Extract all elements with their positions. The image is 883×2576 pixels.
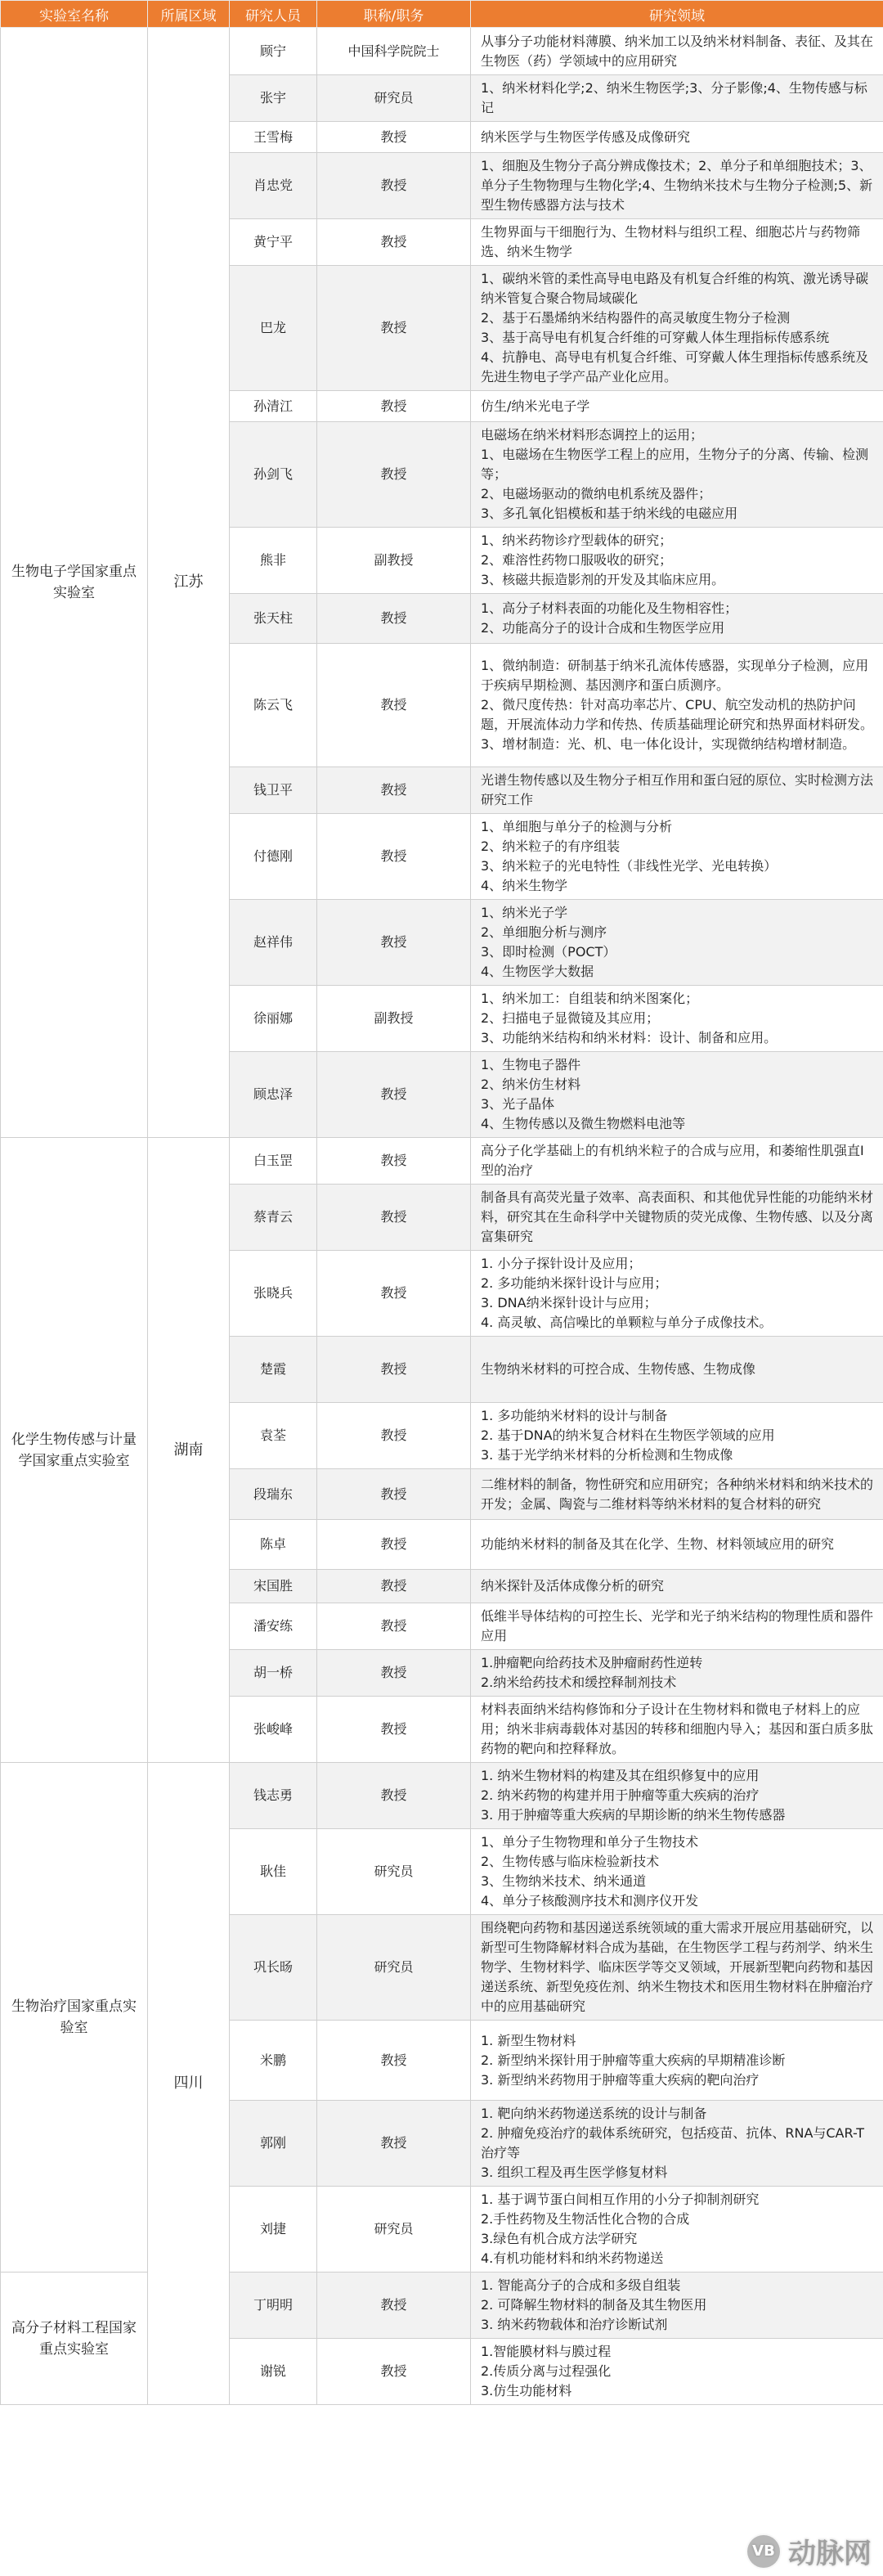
researcher-name: 耿佳 <box>230 1829 317 1915</box>
research-field-line: 2. 可降解生物材料的制备及其生物医用 <box>481 2297 707 2313</box>
research-field-line: 光谱生物传感以及生物分子相互作用和蛋白冠的原位、实时检测方法研究工作 <box>481 772 874 807</box>
researcher-name: 袁荃 <box>230 1403 317 1469</box>
research-field-line: 4. 高灵敏、高信噪比的单颗粒与单分子成像技术。 <box>481 1315 773 1330</box>
research-field-line: 3、多孔氧化铝模板和基于纳米线的电磁应用 <box>481 506 738 521</box>
research-field-line: 功能纳米材料的制备及其在化学、生物、材料领域应用的研究 <box>481 1536 835 1552</box>
research-field-line: 3、增材制造：光、机、电一体化设计，实现微纳结构增材制造。 <box>481 736 856 752</box>
researcher-name: 楚霞 <box>230 1337 317 1403</box>
research-field-cell <box>471 1570 883 1603</box>
research-field-cell <box>471 153 883 219</box>
research-field-cell <box>471 900 883 986</box>
header-title: 职称/职务 <box>317 1 471 28</box>
research-field-line: 低维半导体结构的可控生长、光学和光子纳米结构的物理性质和器件应用 <box>481 1608 874 1643</box>
header-row <box>1 1 883 28</box>
research-field-cell <box>471 1697 883 1763</box>
lab-name-cell: 化学生物传感与计量学国家重点实验室 <box>1 1138 148 1763</box>
research-field-line: 1、纳米材料化学;2、纳米生物医学;3、分子影像;4、生物传感与标记 <box>481 80 867 115</box>
researcher-title: 教授 <box>317 814 471 900</box>
table-row <box>1 1763 883 1829</box>
research-field-line: 3、纳米粒子的光电特性（非线性光学、光电转换） <box>481 858 778 874</box>
research-field-cell <box>471 528 883 594</box>
researcher-name: 付德刚 <box>230 814 317 900</box>
research-field-line: 仿生/纳米光电子学 <box>481 398 590 414</box>
researcher-name: 张宇 <box>230 75 317 122</box>
research-field-line: 1、纳米加工：自组装和纳米图案化； <box>481 991 699 1006</box>
researcher-title: 教授 <box>317 122 471 153</box>
researcher-title: 教授 <box>317 1185 471 1251</box>
lab-name-cell: 生物电子学国家重点实验室 <box>1 28 148 1138</box>
researcher-name: 顾宁 <box>230 28 317 75</box>
research-field-cell <box>471 1251 883 1337</box>
researcher-name: 张峻峰 <box>230 1697 317 1763</box>
researcher-name: 米鹏 <box>230 2021 317 2101</box>
researcher-title: 教授 <box>317 2101 471 2187</box>
research-field-line: 纳米医学与生物医学传感及成像研究 <box>481 128 691 145</box>
table-row <box>1 2273 883 2339</box>
research-field-cell <box>471 814 883 900</box>
researcher-name: 熊非 <box>230 528 317 594</box>
research-field-cell <box>471 1138 883 1185</box>
researcher-name: 张天柱 <box>230 594 317 644</box>
researcher-title: 教授 <box>317 1570 471 1603</box>
researcher-title: 研究员 <box>317 2187 471 2273</box>
researcher-name: 徐丽娜 <box>230 986 317 1052</box>
header-lab: 实验室名称 <box>1 1 148 28</box>
research-field-line: 3、基于高导电有机复合纤维的可穿戴人体生理指标传感系统 <box>481 330 830 345</box>
region-cell: 四川 <box>148 1763 230 2405</box>
watermark <box>746 2531 872 2571</box>
research-field-cell <box>471 2021 883 2101</box>
research-field-line: 4、生物传感以及微生物燃料电池等 <box>481 1116 686 1131</box>
research-field-cell <box>471 28 883 75</box>
research-field-cell <box>471 422 883 528</box>
researcher-title: 教授 <box>317 219 471 266</box>
research-field-line: 电磁场在纳米材料形态调控上的运用； <box>481 427 704 443</box>
research-field-cell <box>471 2187 883 2273</box>
researcher-title: 教授 <box>317 1763 471 1829</box>
research-field-line: 2. 基于DNA的纳米复合材料在生物医学领域的应用 <box>481 1427 775 1443</box>
research-field-line: 1、生物电子器件 <box>481 1057 581 1072</box>
research-field-line: 1、微纳制造：研制基于纳米孔流体传感器，实现单分子检测，应用于疾病早期检测、基因测序和蛋白质测序。 <box>481 658 869 693</box>
researcher-title: 教授 <box>317 153 471 219</box>
researcher-name: 刘捷 <box>230 2187 317 2273</box>
research-field-line: 2、微尺度传热：针对高功率芯片、CPU、航空发动机的热防护问题，开展流体动力学和传热、传质基础理论研究和热界面材料研发。 <box>481 697 874 732</box>
research-field-cell <box>471 1337 883 1403</box>
research-field-line: 1、纳米药物诊疗型载体的研究； <box>481 533 673 548</box>
researcher-title: 教授 <box>317 594 471 644</box>
research-field-line: 2. 新型纳米探针用于肿瘤等重大疾病的早期精准诊断 <box>481 2052 786 2068</box>
research-field-line: 1. 基于调节蛋白间相互作用的小分子抑制剂研究 <box>481 2192 760 2207</box>
research-field-cell <box>471 1185 883 1251</box>
researcher-name: 巩长旸 <box>230 1915 317 2021</box>
table-body <box>1 28 883 2405</box>
research-field-line: 2. 多功能纳米探针设计与应用； <box>481 1275 668 1291</box>
researcher-name: 潘安练 <box>230 1603 317 1650</box>
research-field-line: 从事分子功能材料薄膜、纳米加工以及纳米材料制备、表征、及其在生物医（药）学领域中的应用研究 <box>481 33 874 69</box>
research-field-line: 1、电磁场在生物医学工程上的应用，生物分子的分离、传输、检测等； <box>481 447 869 482</box>
researcher-name: 黄宁平 <box>230 219 317 266</box>
researcher-name: 王雪梅 <box>230 122 317 153</box>
researcher-name: 谢锐 <box>230 2339 317 2405</box>
research-field-line: 4、抗静电、高导电有机复合纤维、可穿戴人体生理指标传感系统及先进生物电子学产品产业化应用。 <box>481 349 869 384</box>
research-field-line: 2. 纳米药物的构建并用于肿瘤等重大疾病的治疗 <box>481 1787 760 1803</box>
research-field-line: 2. 肿瘤免疫治疗的载体系统研究，包括疫苗、抗体、RNA与CAR-T治疗等 <box>481 2125 865 2160</box>
research-field-line: 1.肿瘤靶向给药技术及肿瘤耐药性逆转 <box>481 1655 703 1670</box>
research-field-cell <box>471 1520 883 1570</box>
researcher-title: 研究员 <box>317 1915 471 2021</box>
research-field-cell <box>471 644 883 767</box>
research-field-cell <box>471 767 883 814</box>
research-field-line: 3. 基于光学纳米材料的分析检测和生物成像 <box>481 1447 733 1463</box>
research-field-cell <box>471 986 883 1052</box>
research-field-line: 4、单分子核酸测序技术和测序仪开发 <box>481 1893 699 1908</box>
researcher-name: 白玉罡 <box>230 1138 317 1185</box>
research-field-cell <box>471 1403 883 1469</box>
research-field-line: 1.智能膜材料与膜过程 <box>481 2344 612 2359</box>
research-field-line: 1、细胞及生物分子高分辨成像技术；2、单分子和单细胞技术；3、单分子生物物理与生物化学;4、生物纳米技术与生物分子检测;5、新型生物传感器方法与技术 <box>481 158 873 213</box>
research-field-line: 4.有机功能材料和纳米药物递送 <box>481 2250 664 2266</box>
region-cell: 江苏 <box>148 28 230 1138</box>
research-field-cell <box>471 1052 883 1138</box>
research-field-line: 1. 智能高分子的合成和多级自组装 <box>481 2277 681 2293</box>
research-field-line: 2、单细胞分析与测序 <box>481 924 607 940</box>
researcher-name: 陈云飞 <box>230 644 317 767</box>
researcher-name: 丁明明 <box>230 2273 317 2339</box>
researcher-name: 钱志勇 <box>230 1763 317 1829</box>
researcher-name: 孙清江 <box>230 391 317 422</box>
researcher-name: 钱卫平 <box>230 767 317 814</box>
researcher-name: 孙剑飞 <box>230 422 317 528</box>
researcher-title: 教授 <box>317 1697 471 1763</box>
research-field-line: 纳米探针及活体成像分析的研究 <box>481 1578 665 1594</box>
region-cell: 湖南 <box>148 1138 230 1763</box>
research-field-line: 2、纳米粒子的有序组装 <box>481 838 621 854</box>
researcher-name: 宋国胜 <box>230 1570 317 1603</box>
research-field-line: 2.纳米给药技术和缓控释制剂技术 <box>481 1675 677 1690</box>
research-field-line: 3、即时检测（POCT） <box>481 944 616 960</box>
lab-name-cell: 生物治疗国家重点实验室 <box>1 1763 148 2273</box>
research-field-line: 1. 多功能纳米材料的设计与制备 <box>481 1408 668 1423</box>
researcher-title: 研究员 <box>317 75 471 122</box>
research-field-line: 2、纳米仿生材料 <box>481 1077 581 1092</box>
research-field-cell <box>471 2339 883 2405</box>
research-field-line: 3. DNA纳米探针设计与应用； <box>481 1295 657 1310</box>
research-field-line: 1. 新型生物材料 <box>481 2032 576 2048</box>
research-field-line: 3. 纳米药物载体和治疗诊断试剂 <box>481 2317 668 2332</box>
researcher-title: 教授 <box>317 1251 471 1337</box>
researcher-name: 张晓兵 <box>230 1251 317 1337</box>
research-field-line: 3、核磁共振造影剂的开发及其临床应用。 <box>481 572 725 587</box>
research-field-line: 二维材料的制备，物性研究和应用研究；各种纳米材料和纳米技术的开发；金属、陶瓷与二维材料等纳米材料的复合材料的研究 <box>481 1476 874 1512</box>
research-field-line: 3、功能纳米结构和纳米材料：设计、制备和应用。 <box>481 1030 778 1045</box>
research-field-cell <box>471 1469 883 1520</box>
researcher-title: 教授 <box>317 2339 471 2405</box>
research-field-line: 1、单分子生物物理和单分子生物技术 <box>481 1834 699 1850</box>
researcher-title: 教授 <box>317 1650 471 1697</box>
researcher-title: 副教授 <box>317 528 471 594</box>
research-field-line: 3. 新型纳米药物用于肿瘤等重大疾病的靶向治疗 <box>481 2071 760 2088</box>
research-field-line: 生物纳米材料的可控合成、生物传感、生物成像 <box>481 1361 756 1377</box>
research-field-line: 1. 靶向纳米药物递送系统的设计与制备 <box>481 2106 707 2121</box>
researcher-title: 教授 <box>317 644 471 767</box>
research-field-cell <box>471 2273 883 2339</box>
research-field-line: 2.传质分离与过程强化 <box>481 2363 612 2379</box>
research-field-line: 1、单细胞与单分子的检测与分析 <box>481 819 673 834</box>
research-field-line: 2、生物传感与临床检验新技术 <box>481 1854 660 1869</box>
researcher-title: 教授 <box>317 391 471 422</box>
researcher-name: 赵祥伟 <box>230 900 317 986</box>
research-field-cell <box>471 266 883 391</box>
table-row <box>1 1138 883 1185</box>
research-field-line: 高分子化学基础上的有机纳米粒子的合成与应用，和萎缩性肌强直I型的治疗 <box>481 1143 864 1178</box>
research-field-line: 1. 纳米生物材料的构建及其在组织修复中的应用 <box>481 1768 760 1783</box>
header-researcher: 研究人员 <box>230 1 317 28</box>
researcher-title: 教授 <box>317 767 471 814</box>
research-field-cell <box>471 594 883 644</box>
research-field-line: 1、高分子材料表面的功能化及生物相容性； <box>481 600 738 616</box>
researcher-name: 段瑞东 <box>230 1469 317 1520</box>
researcher-name: 顾忠泽 <box>230 1052 317 1138</box>
research-field-cell <box>471 219 883 266</box>
research-field-line: 3. 组织工程及再生医学修复材料 <box>481 2165 668 2180</box>
research-field-cell <box>471 2101 883 2187</box>
table-row <box>1 28 883 75</box>
research-field-cell <box>471 1650 883 1697</box>
researcher-title: 副教授 <box>317 986 471 1052</box>
lab-name-cell: 高分子材料工程国家重点实验室 <box>1 2273 148 2405</box>
header-region: 所属区域 <box>148 1 230 28</box>
researcher-title: 教授 <box>317 1052 471 1138</box>
research-field-cell <box>471 1829 883 1915</box>
researcher-name: 肖忠党 <box>230 153 317 219</box>
researcher-title: 教授 <box>317 1337 471 1403</box>
research-field-cell <box>471 391 883 422</box>
research-field-line: 4、生物医学大数据 <box>481 964 594 979</box>
research-field-cell <box>471 122 883 153</box>
research-field-cell <box>471 1915 883 2021</box>
research-field-cell <box>471 1763 883 1829</box>
research-field-line: 围绕靶向药物和基因递送系统领域的重大需求开展应用基础研究，以新型可生物降解材料合成为基础，在生物医学工程与药剂学、纳米生物学、生物材料学、临床医学等交叉领域，开展新型靶向药物和基因递送系统、新型免疫佐剂、纳米生物技术和医用生物材料在肿瘤治疗中的应用基础研究 <box>481 1920 874 2014</box>
research-field-cell <box>471 75 883 122</box>
researcher-title: 教授 <box>317 2021 471 2101</box>
researcher-title: 教授 <box>317 1138 471 1185</box>
research-field-line: 2、功能高分子的设计合成和生物医学应用 <box>481 620 725 636</box>
research-field-line: 2、电磁场驱动的微纳电机系统及器件； <box>481 486 712 501</box>
researcher-name: 郭刚 <box>230 2101 317 2187</box>
research-field-line: 3.仿生功能材料 <box>481 2383 572 2398</box>
research-field-line: 1. 小分子探针设计及应用； <box>481 1256 642 1271</box>
research-field-line: 3、生物纳米技术、纳米通道 <box>481 1873 647 1889</box>
header-field: 研究领域 <box>471 1 883 28</box>
watermark-logo-icon: VB <box>746 2533 782 2569</box>
researcher-title: 教授 <box>317 422 471 528</box>
researcher-title: 教授 <box>317 1469 471 1520</box>
research-field-line: 生物界面与干细胞行为、生物材料与组织工程、细胞芯片与药物筛选、纳米生物学 <box>481 224 861 259</box>
researcher-title: 教授 <box>317 2273 471 2339</box>
research-field-line: 2、扫描电子显微镜及其应用； <box>481 1010 660 1026</box>
researcher-name: 蔡青云 <box>230 1185 317 1251</box>
watermark-text: 动脉网 <box>788 2538 872 2570</box>
research-field-line: 制备具有高荧光量子效率、高表面积、和其他优异性能的功能纳米材料，研究其在生命科学中关键物质的荧光成像、生物传感、以及分离富集研究 <box>481 1189 874 1244</box>
researcher-title: 教授 <box>317 266 471 391</box>
researcher-title: 研究员 <box>317 1829 471 1915</box>
research-field-line: 2、难溶性药物口服吸收的研究； <box>481 552 673 568</box>
research-field-cell <box>471 1603 883 1650</box>
research-field-line: 3.绿色有机合成方法学研究 <box>481 2231 638 2246</box>
researcher-title: 教授 <box>317 900 471 986</box>
research-field-line: 1、纳米光子学 <box>481 905 568 920</box>
research-field-line: 1、碳纳米管的柔性高导电电路及有机复合纤维的构筑、激光诱导碳纳米管复合聚合物局域碳化 <box>481 271 869 306</box>
researcher-title: 教授 <box>317 1403 471 1469</box>
research-field-line: 4、纳米生物学 <box>481 878 568 893</box>
researcher-title: 教授 <box>317 1603 471 1650</box>
research-field-line: 2、基于石墨烯纳米结构器件的高灵敏度生物分子检测 <box>481 310 791 326</box>
research-field-line: 材料表面纳米结构修饰和分子设计在生物材料和微电子材料上的应用；纳米非病毒载体对基因的转移和细胞内导入；基因和蛋白质多肽药物的靶向和控释释放。 <box>481 1702 874 1756</box>
researcher-name: 巴龙 <box>230 266 317 391</box>
researcher-name: 胡一桥 <box>230 1650 317 1697</box>
research-field-line: 3、光子晶体 <box>481 1096 555 1112</box>
research-field-line: 2.手性药物及生物活性化合物的合成 <box>481 2211 690 2227</box>
researcher-title: 教授 <box>317 1520 471 1570</box>
research-field-line: 3. 用于肿瘤等重大疾病的早期诊断的纳米生物传感器 <box>481 1807 786 1823</box>
researcher-title: 中国科学院院士 <box>317 28 471 75</box>
researcher-name: 陈卓 <box>230 1520 317 1570</box>
